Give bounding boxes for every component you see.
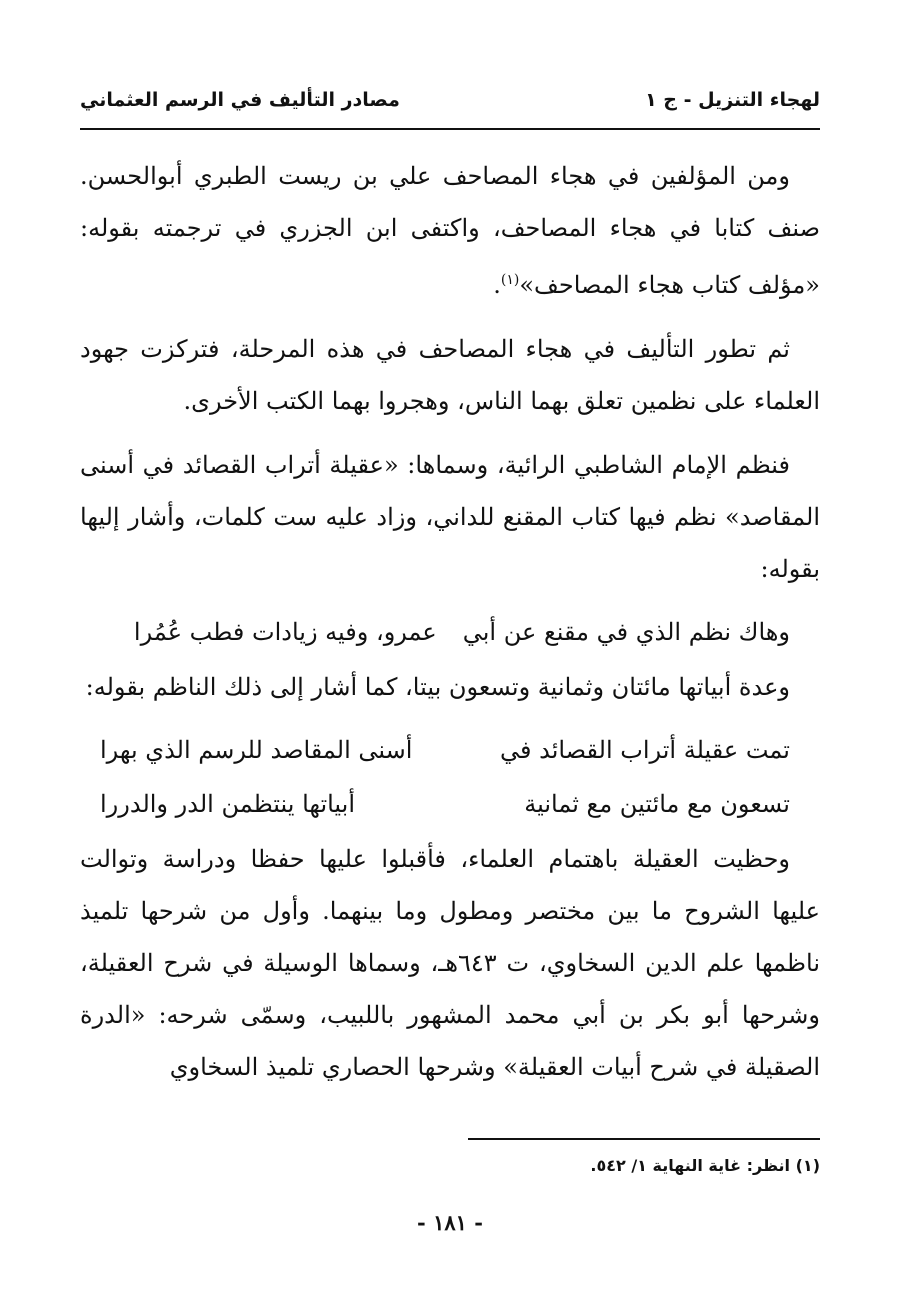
paragraph-1-text: ومن المؤلفين في هجاء المصاحف علي بن ريست الطبري أبوالحسن. صنف كتابا في هجاء المصاحف، واكتفى ابن الجزري في ترجمته بقوله: «مؤلف كتاب هجاء المصاحف»	[80, 162, 820, 299]
paragraph-1-end: .	[493, 271, 501, 299]
footnote-reference[interactable]: (١)	[500, 272, 520, 288]
paragraph-2: ثم تطور التأليف في هجاء المصاحف في هذه المرحلة، فتركزت جهود العلماء على نظمين تعلق بهما الناس، وهجروا بهما الكتب الأخرى.	[80, 335, 820, 415]
main-text	[80, 150, 820, 1105]
paragraph-4: وعدة أبياتها مائتان وثمانية وتسعون بيتا، كما أشار إلى ذلك الناظم بقوله:	[85, 673, 790, 701]
footnote-divider	[468, 1138, 820, 1140]
verse-hemistich-first: تمت عقيلة أتراب القصائد في	[499, 736, 790, 764]
verse-line-1	[80, 607, 820, 657]
verse-hemistich-first: وهاك نظم الذي في مقنع عن أبي	[462, 618, 790, 646]
verse-hemistich-second: أسنى المقاصد للرسم الذي بهرا	[100, 736, 413, 764]
verse-line-2	[80, 725, 820, 775]
verse-hemistich-first: تسعون مع مائتين مع ثمانية	[524, 790, 790, 818]
verse-hemistich-second: عمرو، وفيه زيادات فطب عُمُرا	[133, 618, 437, 646]
document-page	[80, 0, 820, 1308]
paragraph-1	[80, 150, 820, 311]
paragraph-5: وحظيت العقيلة باهتمام العلماء، فأقبلوا عليها حفظا ودراسة وتوالت عليها الشروح ما بين مختصر ومطول وما بينهما. وأول من شرحها تلميذ ناظمها علم الدين السخاوي، ت ٦٤٣هـ، وسماها الوسيلة في شرح العقيلة، وشرحها أبو بكر بن أبي محمد المشهور باللبيب، وسمّى شرحه: «الدرة الصقيلة في شرح أبيات العقيلة» وشرحها الحصاري تلميذ السخاوي	[80, 845, 820, 1081]
verse-line-3	[80, 779, 820, 829]
verse-hemistich-second: أبياتها ينتظمن الدر والدررا	[100, 790, 356, 818]
page-number: - ١٨١ -	[417, 1210, 483, 1235]
header-book-title: لهجاء التنزيل - ج ١	[645, 89, 820, 111]
running-header	[80, 82, 820, 118]
footnote: (١) انظر: غاية النهاية ١/ ٥٤٢.	[590, 1156, 820, 1175]
paragraph-3: فنظم الإمام الشاطبي الرائية، وسماها: «عقيلة أتراب القصائد في أسنى المقاصد» نظم فيها كتاب المقنع للداني، وزاد عليه ست كلمات، وأشار إليها بقوله:	[80, 451, 820, 583]
header-divider	[80, 128, 820, 130]
header-chapter-title: مصادر التأليف في الرسم العثماني	[80, 89, 400, 111]
